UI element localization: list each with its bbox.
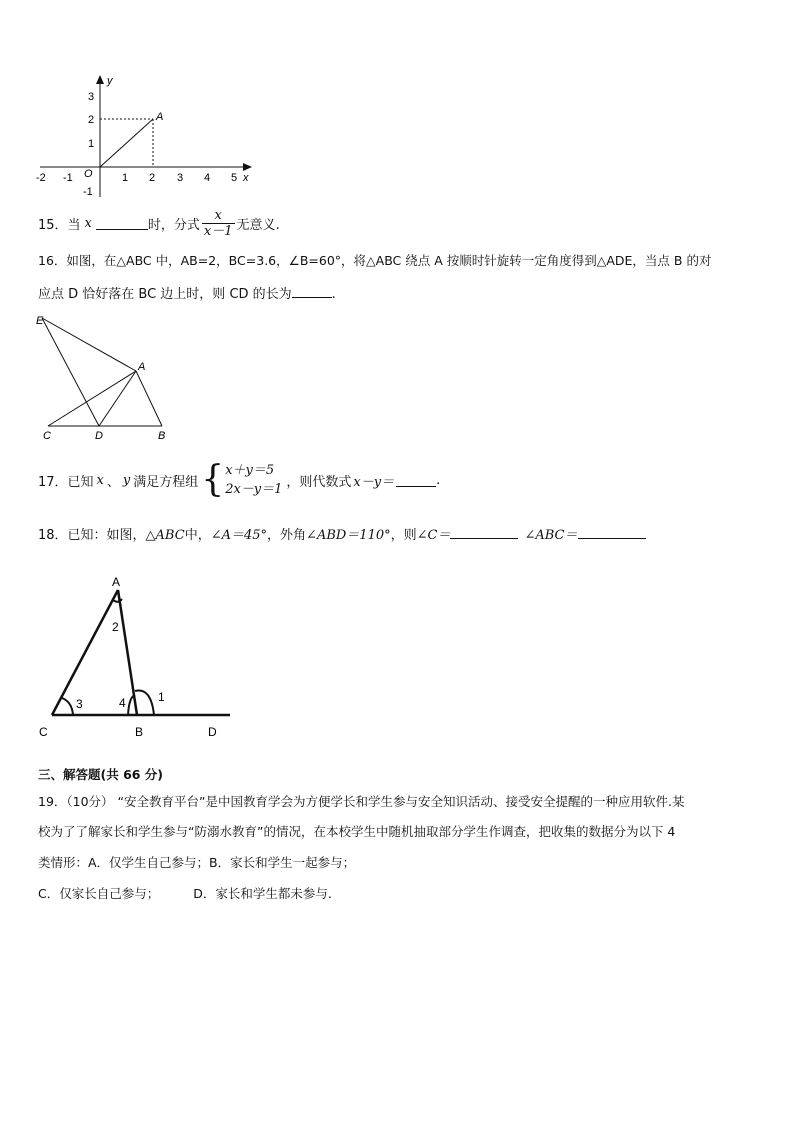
q15-number: 15．当 [38,217,81,233]
x-tick-2: 2 [149,172,156,184]
equation-1: x＋y＝5 [225,463,275,478]
label-3: 3 [76,697,83,711]
label-E: E [36,315,44,327]
y-tick-1: 1 [88,138,95,150]
label-D: D [95,430,103,442]
label-B: B [158,430,166,442]
q15-fraction [202,208,235,239]
q16-end: . [331,287,336,302]
x-tick-neg2: -2 [36,172,46,184]
equation-system [225,461,282,499]
q18-angle-C: ∠C＝ [416,528,451,543]
q19-line3: 类情形：A．仅学生自己参与；B．家长和学生一起参与； [38,855,356,870]
segment-DA [99,371,136,426]
q16-line2 [38,283,336,302]
segment-CA [48,371,136,426]
q17-prefix: 17．已知 [38,474,94,490]
x-tick-neg1: -1 [63,172,73,184]
q18-p3: ，外角 [267,528,307,543]
q15-tail: 无意义. [236,217,280,233]
segment-AC [52,590,118,715]
q18-triangle: △ABC [145,528,185,543]
x-tick-5: 5 [231,172,238,184]
q15-mid: 时，分式 [147,217,200,233]
label-B: B [135,725,144,739]
q17-sep: 、 [106,474,120,490]
label-A: A [112,575,121,589]
q18-prefix: 18．已知：如图， [38,528,146,543]
q17-answer-blank[interactable] [396,473,436,487]
q15-var: x [84,215,92,231]
q19-line2: 校为了了解家长和学生参与“防溺水教育”的情况，在本校学生中随机抽取部分学生作调查，把收集的数据分为以下 4 [38,824,676,839]
y-tick-2: 2 [88,114,95,126]
q18-angle-ABD: ∠ABD＝110° [306,528,391,543]
angle-arc-1 [135,691,154,716]
question-18 [38,524,646,543]
label-C: C [43,430,51,442]
q15-answer-blank[interactable] [96,216,148,230]
x-axis-label: x [243,172,249,184]
triangle-figure-q18 [30,570,250,750]
q16-line1: 16．如图，在△ABC 中，AB=2，BC=3.6，∠B=60°，将△ABC 绕点 A 按顺时针旋转一定角度得到△ADE，当点 B 的对 [38,253,712,268]
q15-frac-numerator: x [202,208,235,224]
label-D: D [208,725,217,739]
q15-frac-denominator: x－1 [203,223,233,239]
q16-answer-blank[interactable] [292,284,332,298]
q19-line1: 19．（10分） “安全教育平台”是中国教育学会为方便学长和学生参与安全知识活动、接受安全提醒的一种应用软件.某 [38,794,685,809]
label-2: 2 [112,620,119,634]
x-tick-4: 4 [204,172,211,184]
x-tick-1: 1 [122,172,129,184]
y-tick-3: 3 [88,91,95,103]
angle-arc-3 [62,698,73,715]
q17-expr: x－y＝ [353,474,395,490]
y-axis-arrow [96,75,104,84]
equation-brace: { [201,459,225,500]
question-15 [38,205,280,241]
point-A-label: A [156,111,164,123]
x-axis-arrow [243,163,252,171]
q18-answer-blank-C[interactable] [450,525,518,539]
label-C: C [39,725,48,739]
q18-angle-ABC: ∠ABC＝ [524,528,578,543]
x-tick-3: 3 [177,172,184,184]
q17-y: y [122,472,131,488]
triangle-figure-q16 [30,308,180,446]
label-4: 4 [119,696,126,710]
q18-angle-A: ∠A＝45° [210,528,268,543]
segment-AB [136,371,162,426]
q17-mid2: ，则代数式 [286,474,352,490]
origin-label: O [84,168,93,180]
q19-line4 [38,884,332,902]
section-3-title: 三、解答题(共 66 分) [38,767,164,782]
question-17 [38,458,440,502]
coordinate-figure [30,72,260,200]
equation-2: 2x－y＝1 [225,482,283,497]
q17-mid: 满足方程组 [133,474,199,490]
q18-p4: ，则 [390,528,417,543]
q17-end: . [436,472,441,488]
q17-x: x [96,472,104,488]
q19-option-D: D．家长和学生都未参与. [193,886,332,901]
label-1: 1 [158,690,165,704]
q19-option-C: C．仅家长自己参与； [38,886,160,901]
q16-line2-text: 应点 D 恰好落在 BC 边上时，则 CD 的长为 [38,287,292,302]
y-axis-label: y [107,75,113,87]
segment-OA [100,119,153,167]
q18-answer-blank-ABC[interactable] [578,525,646,539]
label-A: A [138,361,146,373]
y-tick-neg1: -1 [83,186,93,198]
q18-p2: 中， [184,528,211,543]
